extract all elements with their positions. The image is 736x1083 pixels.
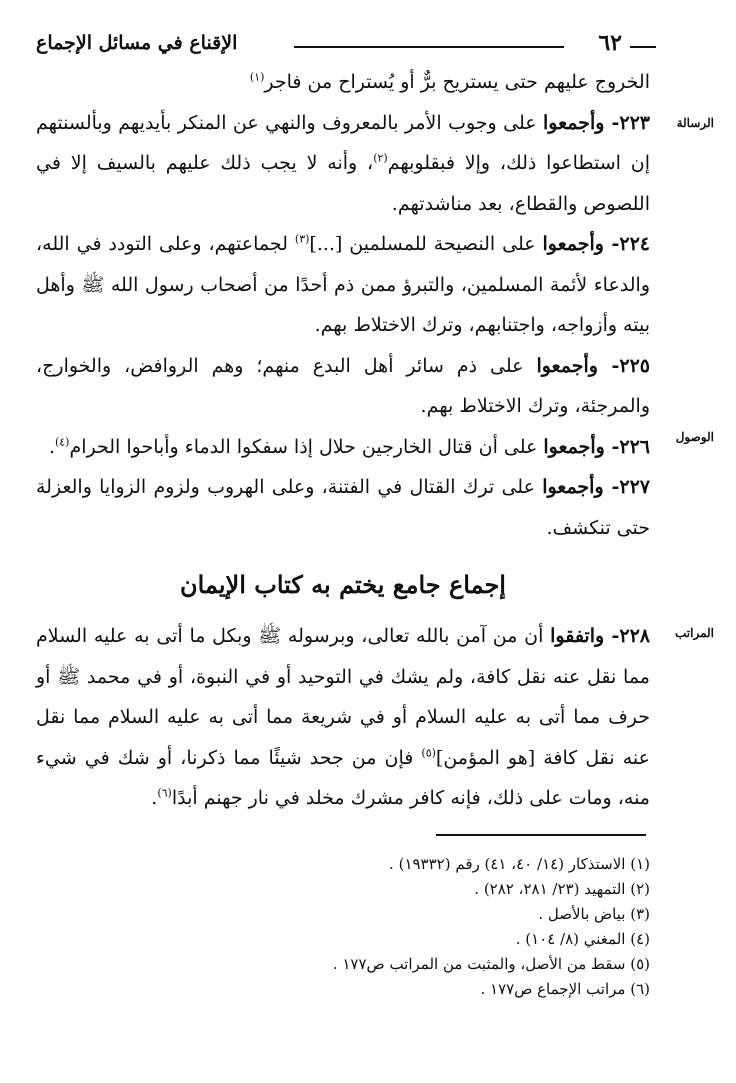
footnote-ref: (٢) <box>373 151 388 165</box>
margin-note-maratib: المراتب <box>674 626 714 640</box>
section-heading: إجماع جامع يختم به كتاب الإيمان <box>180 570 506 599</box>
paragraph-continuation: الخروج عليهم حتى يستريح برٌّ أو يُستراح من فاجر$^{(١)}$ <box>249 70 650 93</box>
footnote-4: (٤) المغني (٨/ ١٠٤) . <box>515 930 650 948</box>
footnote-separator <box>436 834 646 836</box>
footnote-ref: (٦) <box>157 786 172 800</box>
footnote-5: (٥) سقط من الأصل، والمثبت من المراتب ص١٧٧ . <box>332 955 650 973</box>
margin-note-risala: الرسالة <box>676 116 714 130</box>
paragraph-226: ٢٢٦- وأجمعوا على أن قتال الخارجين حلال إذا سفكوا الدماء وأباحوا الحرام$^{(٤)}$. <box>48 435 650 458</box>
margin-note-wusul: الوصول <box>675 430 714 444</box>
page-header <box>36 26 656 66</box>
footnote-ref: (٣) <box>294 232 310 246</box>
paragraph-223: ٢٢٣- وأجمعوا على وجوب الأمر بالمعروف والنهي عن المنكر بأيديهم وبألسنتهم إن استطاعوا ذلك، وإلا فبقلوبهم$^{(٢)}$، وأنه لا يجب ذلك عليهم بالسيف إلا في اللصوص والقطاع، بعد مناشدتهم. <box>36 111 651 215</box>
paragraph-228: ٢٢٨- واتفقوا أن من آمن بالله تعالى، وبرسوله ﷺ وبكل ما أتى به عليه السلام مما نقل عنه نقل كافة، ولم يشك في التوحيد أو في النبوة، أو في محمد ﷺ أو حرف مما أتى به عليه السلام أو في شريعة مما أتى به عليه السلام مما نقل عنه نقل كافة [هو المؤمن]$^{(٥)}$ فإن من جحد شيئًا مما ذكرنا، أو شك في شيء منه، ومات على ذلك، فإنه كافر مشرك مخلد في نار جهنم أبدًا$^{(٦)}$. <box>36 625 650 809</box>
footnote-ref: (١) <box>249 70 265 84</box>
page-number: ٦٢ <box>598 30 622 56</box>
footnotes <box>200 852 650 1002</box>
paragraph-227: ٢٢٧- وأجمعوا على ترك القتال في الفتنة، وعلى الهروب ولزوم الزوايا والعزلة حتى تنكشف. <box>36 476 650 539</box>
paragraph-224: ٢٢٤- وأجمعوا على النصيحة للمسلمين [...]$^{(٣)}$ لجماعتهم، وعلى التودد في الله، والدعاء لأئمة المسلمين، والتبرؤ ممن ذم أحدًا من أصحاب رسول الله ﷺ وأهل بيته وأزواجه، واجتنابهم، وترك الاختلاط بهم. <box>36 232 650 336</box>
header-rule-left <box>294 46 564 48</box>
footnote-3: (٣) بياض بالأصل . <box>538 905 650 923</box>
footnote-1: (١) الاستذكار (١٤/ ٤٠، ٤١) رقم (١٩٣٣٢) . <box>389 855 650 873</box>
body-text-lower <box>36 616 650 819</box>
header-rule-right <box>630 46 656 48</box>
running-title: الإقناع في مسائل الإجماع <box>36 32 238 54</box>
footnote-2: (٢) التمهيد (٢٣/ ٢٨١، ٢٨٢) . <box>474 880 650 898</box>
footnote-6: (٦) مراتب الإجماع ص١٧٧ . <box>480 980 650 998</box>
paragraph-225: ٢٢٥- وأجمعوا على ذم سائر أهل البدع منهم؛ وهم الروافض، والخوارج، والمرجئة، وترك الاختلاط بهم. <box>36 354 650 417</box>
body-text-upper <box>36 62 650 548</box>
footnote-ref: (٤) <box>54 435 70 449</box>
footnote-ref: (٥) <box>421 746 436 760</box>
